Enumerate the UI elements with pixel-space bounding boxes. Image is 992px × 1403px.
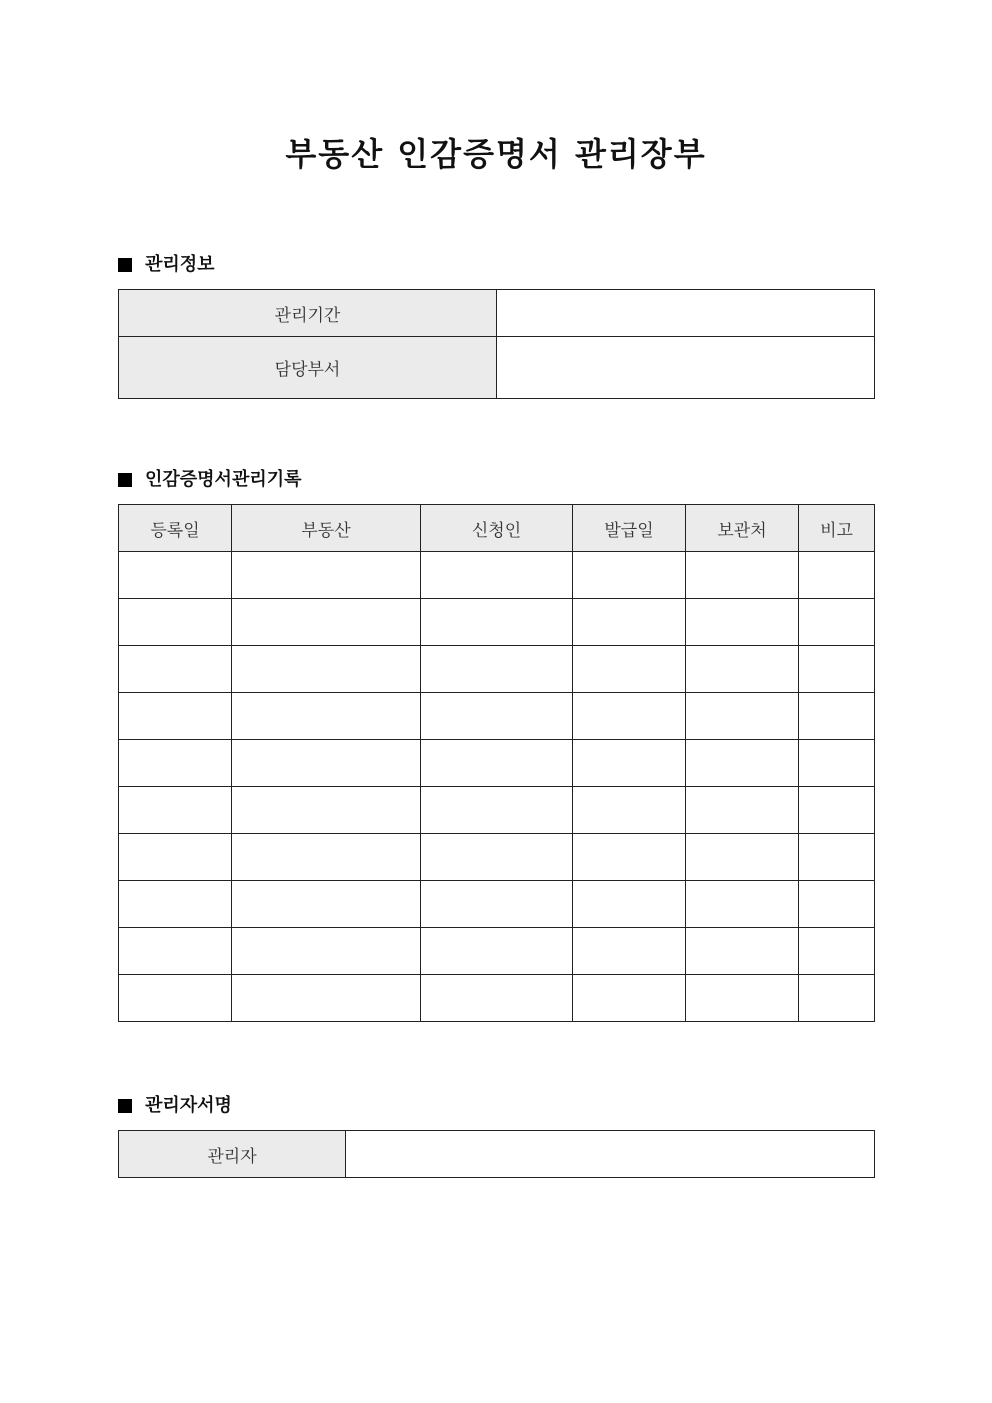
table-cell[interactable] <box>232 552 421 599</box>
table-cell[interactable] <box>686 646 799 693</box>
table-cell[interactable] <box>232 787 421 834</box>
table-cell[interactable] <box>421 975 573 1022</box>
info-label-department: 담당부서 <box>119 337 497 399</box>
table-cell[interactable] <box>799 599 875 646</box>
table-cell[interactable] <box>686 599 799 646</box>
table-cell[interactable] <box>421 646 573 693</box>
table-cell[interactable] <box>119 787 232 834</box>
table-cell[interactable] <box>421 599 573 646</box>
table-cell[interactable] <box>686 881 799 928</box>
info-row-department <box>119 337 875 399</box>
column-header-property: 부동산 <box>232 505 421 552</box>
table-cell[interactable] <box>119 740 232 787</box>
table-cell[interactable] <box>421 928 573 975</box>
section-heading-label: 인감증명서관리기록 <box>145 469 302 490</box>
table-cell[interactable] <box>119 975 232 1022</box>
table-cell[interactable] <box>421 740 573 787</box>
table-cell[interactable] <box>232 599 421 646</box>
info-value-department[interactable] <box>497 337 875 399</box>
table-cell[interactable] <box>686 787 799 834</box>
records-body <box>119 552 875 1022</box>
table-cell[interactable] <box>232 646 421 693</box>
table-cell[interactable] <box>686 834 799 881</box>
column-header-remarks: 비고 <box>799 505 875 552</box>
table-cell[interactable] <box>573 834 686 881</box>
column-header-applicant: 신청인 <box>421 505 573 552</box>
records-header-row <box>119 505 875 552</box>
table-row <box>119 928 875 975</box>
table-cell[interactable] <box>573 646 686 693</box>
signature-row <box>119 1131 875 1178</box>
table-cell[interactable] <box>119 834 232 881</box>
info-label-period: 관리기간 <box>119 290 497 337</box>
table-cell[interactable] <box>799 740 875 787</box>
table-cell[interactable] <box>686 740 799 787</box>
records-table <box>118 504 875 1022</box>
table-cell[interactable] <box>799 693 875 740</box>
table-cell[interactable] <box>232 928 421 975</box>
table-row <box>119 693 875 740</box>
table-cell[interactable] <box>421 552 573 599</box>
table-cell[interactable] <box>232 881 421 928</box>
table-row <box>119 599 875 646</box>
table-cell[interactable] <box>573 787 686 834</box>
info-row-period <box>119 290 875 337</box>
table-cell[interactable] <box>232 975 421 1022</box>
signature-field[interactable] <box>346 1131 875 1178</box>
table-row <box>119 646 875 693</box>
section-heading-info <box>118 253 215 277</box>
table-cell[interactable] <box>799 928 875 975</box>
column-header-storage-location: 보관처 <box>686 505 799 552</box>
info-value-period[interactable] <box>497 290 875 337</box>
table-cell[interactable] <box>232 740 421 787</box>
table-cell[interactable] <box>119 599 232 646</box>
section-heading-label: 관리정보 <box>145 254 215 275</box>
signature-table <box>118 1130 875 1178</box>
page-title: 부동산 인감증명서 관리장부 <box>285 135 707 173</box>
signature-label: 관리자 <box>119 1131 346 1178</box>
square-bullet-icon <box>118 258 132 272</box>
table-cell[interactable] <box>799 834 875 881</box>
table-row <box>119 787 875 834</box>
table-cell[interactable] <box>421 693 573 740</box>
table-cell[interactable] <box>686 693 799 740</box>
table-row <box>119 740 875 787</box>
table-cell[interactable] <box>421 787 573 834</box>
table-cell[interactable] <box>799 881 875 928</box>
table-cell[interactable] <box>232 693 421 740</box>
square-bullet-icon <box>118 473 132 487</box>
table-cell[interactable] <box>421 834 573 881</box>
table-row <box>119 975 875 1022</box>
info-table <box>118 289 875 399</box>
table-cell[interactable] <box>573 693 686 740</box>
table-cell[interactable] <box>686 552 799 599</box>
column-header-issue-date: 발급일 <box>573 505 686 552</box>
table-cell[interactable] <box>119 928 232 975</box>
table-cell[interactable] <box>573 599 686 646</box>
table-row <box>119 552 875 599</box>
section-heading-label: 관리자서명 <box>145 1095 232 1116</box>
table-cell[interactable] <box>573 975 686 1022</box>
section-heading-records <box>118 468 302 492</box>
table-cell[interactable] <box>686 928 799 975</box>
table-cell[interactable] <box>573 552 686 599</box>
table-cell[interactable] <box>421 881 573 928</box>
table-cell[interactable] <box>573 881 686 928</box>
table-cell[interactable] <box>573 740 686 787</box>
table-cell[interactable] <box>119 552 232 599</box>
column-header-registration-date: 등록일 <box>119 505 232 552</box>
table-cell[interactable] <box>799 975 875 1022</box>
table-cell[interactable] <box>232 834 421 881</box>
table-cell[interactable] <box>119 646 232 693</box>
square-bullet-icon <box>118 1099 132 1113</box>
table-cell[interactable] <box>799 787 875 834</box>
section-heading-signature <box>118 1094 232 1118</box>
table-cell[interactable] <box>799 646 875 693</box>
table-cell[interactable] <box>686 975 799 1022</box>
table-row <box>119 834 875 881</box>
table-cell[interactable] <box>573 928 686 975</box>
table-row <box>119 881 875 928</box>
table-cell[interactable] <box>119 881 232 928</box>
table-cell[interactable] <box>799 552 875 599</box>
table-cell[interactable] <box>119 693 232 740</box>
